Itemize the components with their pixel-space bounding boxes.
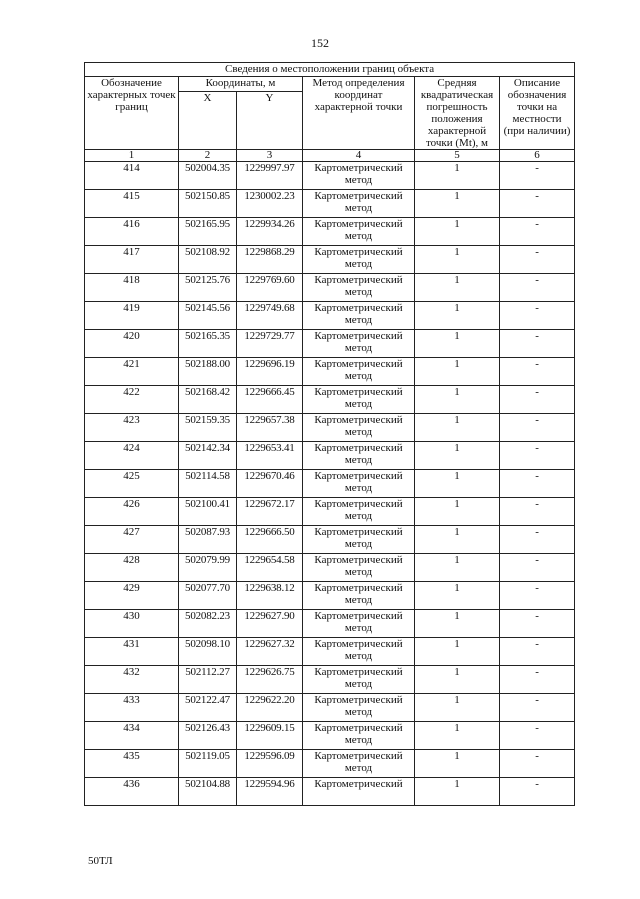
point-cell: 430 (85, 610, 179, 638)
header-x: X (179, 92, 237, 150)
y-cell: 1229609.15 (237, 722, 303, 750)
x-cell: 502104.88 (179, 778, 237, 806)
description-cell: - (500, 302, 575, 330)
y-cell: 1230002.23 (237, 190, 303, 218)
method-cell (303, 750, 415, 778)
table-row (85, 582, 575, 610)
table-row (85, 470, 575, 498)
x-cell: 502122.47 (179, 694, 237, 722)
method-cell (303, 442, 415, 470)
table-title: Сведения о местоположении границ объекта (85, 63, 575, 77)
error-cell: 1 (415, 218, 500, 246)
method-line-2: метод (344, 678, 373, 690)
error-cell: 1 (415, 722, 500, 750)
x-cell: 502142.34 (179, 442, 237, 470)
y-cell: 1229670.46 (237, 470, 303, 498)
method-line-2: метод (344, 174, 373, 186)
description-cell: - (500, 218, 575, 246)
description-cell: - (500, 666, 575, 694)
x-cell: 502079.99 (179, 554, 237, 582)
method-line-1: Картометрический (314, 666, 403, 678)
table-row (85, 498, 575, 526)
y-cell: 1229594.96 (237, 778, 303, 806)
method-cell (303, 526, 415, 554)
x-cell: 502125.76 (179, 274, 237, 302)
table-row (85, 638, 575, 666)
point-cell: 429 (85, 582, 179, 610)
header-y: Y (237, 92, 303, 150)
method-line-2: метод (344, 454, 373, 466)
x-cell: 502150.85 (179, 190, 237, 218)
method-cell (303, 582, 415, 610)
table-row (85, 722, 575, 750)
method-line-1: Картометрический (314, 218, 403, 230)
x-cell: 502082.23 (179, 610, 237, 638)
error-cell: 1 (415, 750, 500, 778)
x-cell: 502119.05 (179, 750, 237, 778)
description-cell: - (500, 778, 575, 806)
y-cell: 1229672.17 (237, 498, 303, 526)
description-cell: - (500, 442, 575, 470)
description-cell: - (500, 386, 575, 414)
header-method: Метод определения координат характерной точки (303, 77, 415, 150)
method-line-1: Картометрический (314, 246, 403, 258)
error-cell: 1 (415, 470, 500, 498)
column-number: 5 (415, 150, 500, 162)
x-cell: 502004.35 (179, 162, 237, 190)
method-cell (303, 190, 415, 218)
method-cell (303, 414, 415, 442)
point-cell: 423 (85, 414, 179, 442)
table-row (85, 358, 575, 386)
method-cell (303, 302, 415, 330)
table-row (85, 526, 575, 554)
method-line-1: Картометрический (314, 442, 403, 454)
point-cell: 428 (85, 554, 179, 582)
method-line-2: метод (344, 342, 373, 354)
point-cell: 436 (85, 778, 179, 806)
method-cell (303, 778, 415, 806)
error-cell: 1 (415, 582, 500, 610)
y-cell: 1229627.90 (237, 610, 303, 638)
y-cell: 1229657.38 (237, 414, 303, 442)
y-cell: 1229596.09 (237, 750, 303, 778)
method-line-2: метод (344, 202, 373, 214)
description-cell: - (500, 246, 575, 274)
method-line-1: Картометрический (314, 470, 403, 482)
x-cell: 502188.00 (179, 358, 237, 386)
method-cell (303, 722, 415, 750)
error-cell: 1 (415, 302, 500, 330)
method-line-2: метод (344, 762, 373, 774)
method-cell (303, 694, 415, 722)
error-cell: 1 (415, 190, 500, 218)
description-cell: - (500, 274, 575, 302)
description-cell: - (500, 694, 575, 722)
method-line-2: метод (344, 370, 373, 382)
error-cell: 1 (415, 274, 500, 302)
x-cell: 502098.10 (179, 638, 237, 666)
column-number: 1 (85, 150, 179, 162)
method-line-1: Картометрический (314, 498, 403, 510)
method-line-1: Картометрический (314, 778, 403, 790)
y-cell: 1229868.29 (237, 246, 303, 274)
error-cell: 1 (415, 358, 500, 386)
method-cell (303, 666, 415, 694)
column-number: 4 (303, 150, 415, 162)
column-number: 3 (237, 150, 303, 162)
method-line-1: Картометрический (314, 722, 403, 734)
error-cell: 1 (415, 778, 500, 806)
method-line-1: Картометрический (314, 750, 403, 762)
error-cell: 1 (415, 554, 500, 582)
method-cell (303, 638, 415, 666)
method-line-2: метод (344, 650, 373, 662)
error-cell: 1 (415, 610, 500, 638)
y-cell: 1229729.77 (237, 330, 303, 358)
y-cell: 1229934.26 (237, 218, 303, 246)
description-cell: - (500, 162, 575, 190)
method-line-2: метод (344, 258, 373, 270)
x-cell: 502108.92 (179, 246, 237, 274)
point-cell: 418 (85, 274, 179, 302)
point-cell: 424 (85, 442, 179, 470)
table-row (85, 666, 575, 694)
y-cell: 1229653.41 (237, 442, 303, 470)
method-line-1: Картометрический (314, 610, 403, 622)
x-cell: 502165.35 (179, 330, 237, 358)
point-cell: 417 (85, 246, 179, 274)
point-cell: 420 (85, 330, 179, 358)
y-cell: 1229627.32 (237, 638, 303, 666)
column-number: 2 (179, 150, 237, 162)
table-row (85, 218, 575, 246)
error-cell: 1 (415, 442, 500, 470)
point-cell: 419 (85, 302, 179, 330)
table-row (85, 554, 575, 582)
error-cell: 1 (415, 246, 500, 274)
header-point-designation: Обозначение характерных точек границ (85, 77, 179, 150)
header-coordinates: Координаты, м (179, 77, 303, 92)
method-line-1: Картометрический (314, 274, 403, 286)
error-cell: 1 (415, 386, 500, 414)
point-cell: 425 (85, 470, 179, 498)
footer-code: 50ТЛ (88, 855, 113, 867)
x-cell: 502100.41 (179, 498, 237, 526)
method-cell (303, 554, 415, 582)
description-cell: - (500, 330, 575, 358)
method-line-1: Картометрический (314, 330, 403, 342)
point-cell: 427 (85, 526, 179, 554)
description-cell: - (500, 638, 575, 666)
method-line-1: Картометрический (314, 414, 403, 426)
x-cell: 502145.56 (179, 302, 237, 330)
y-cell: 1229654.58 (237, 554, 303, 582)
method-line-1: Картометрический (314, 358, 403, 370)
y-cell: 1229696.19 (237, 358, 303, 386)
method-cell (303, 386, 415, 414)
header-error: Средняя квадратическая погрешность положения характерной точки (Mt), м (415, 77, 500, 150)
y-cell: 1229638.12 (237, 582, 303, 610)
point-cell: 434 (85, 722, 179, 750)
method-line-2: метод (344, 314, 373, 326)
description-cell: - (500, 526, 575, 554)
description-cell: - (500, 498, 575, 526)
method-line-2: метод (344, 510, 373, 522)
x-cell: 502114.58 (179, 470, 237, 498)
method-cell (303, 246, 415, 274)
method-line-1: Картометрический (314, 162, 403, 174)
description-cell: - (500, 582, 575, 610)
point-cell: 422 (85, 386, 179, 414)
description-cell: - (500, 190, 575, 218)
point-cell: 426 (85, 498, 179, 526)
table-row (85, 610, 575, 638)
method-line-1: Картометрический (314, 190, 403, 202)
method-cell (303, 358, 415, 386)
error-cell: 1 (415, 666, 500, 694)
description-cell: - (500, 750, 575, 778)
method-cell (303, 610, 415, 638)
error-cell: 1 (415, 526, 500, 554)
description-cell: - (500, 722, 575, 750)
table-row (85, 330, 575, 358)
method-line-1: Картометрический (314, 554, 403, 566)
y-cell: 1229666.50 (237, 526, 303, 554)
x-cell: 502168.42 (179, 386, 237, 414)
y-cell: 1229749.68 (237, 302, 303, 330)
boundary-table (84, 62, 575, 806)
method-line-2: метод (344, 594, 373, 606)
table-row (85, 442, 575, 470)
table-row (85, 302, 575, 330)
x-cell: 502077.70 (179, 582, 237, 610)
method-cell (303, 218, 415, 246)
x-cell: 502112.27 (179, 666, 237, 694)
method-line-2: метод (344, 426, 373, 438)
method-line-2: метод (344, 622, 373, 634)
column-number: 6 (500, 150, 575, 162)
table-body (85, 162, 575, 806)
table-row (85, 694, 575, 722)
point-cell: 435 (85, 750, 179, 778)
point-cell: 416 (85, 218, 179, 246)
table-row (85, 162, 575, 190)
table-row (85, 274, 575, 302)
point-cell: 421 (85, 358, 179, 386)
header-description: Описание обозначения точки на местности (при наличии) (500, 77, 575, 150)
y-cell: 1229626.75 (237, 666, 303, 694)
y-cell: 1229769.60 (237, 274, 303, 302)
point-cell: 432 (85, 666, 179, 694)
description-cell: - (500, 358, 575, 386)
method-line-2: метод (344, 566, 373, 578)
description-cell: - (500, 414, 575, 442)
method-line-2: метод (344, 482, 373, 494)
error-cell: 1 (415, 162, 500, 190)
description-cell: - (500, 554, 575, 582)
method-line-1: Картометрический (314, 582, 403, 594)
x-cell: 502165.95 (179, 218, 237, 246)
x-cell: 502159.35 (179, 414, 237, 442)
error-cell: 1 (415, 414, 500, 442)
method-line-2: метод (344, 538, 373, 550)
point-cell: 433 (85, 694, 179, 722)
method-line-2: метод (344, 706, 373, 718)
method-line-1: Картометрический (314, 638, 403, 650)
table-row (85, 414, 575, 442)
method-line-1: Картометрический (314, 386, 403, 398)
description-cell: - (500, 470, 575, 498)
error-cell: 1 (415, 638, 500, 666)
table-row (85, 190, 575, 218)
table-row (85, 750, 575, 778)
description-cell: - (500, 610, 575, 638)
error-cell: 1 (415, 498, 500, 526)
method-cell (303, 274, 415, 302)
method-line-2: метод (344, 230, 373, 242)
method-line-1: Картометрический (314, 694, 403, 706)
y-cell: 1229666.45 (237, 386, 303, 414)
error-cell: 1 (415, 330, 500, 358)
y-cell: 1229997.97 (237, 162, 303, 190)
method-cell (303, 162, 415, 190)
point-cell: 415 (85, 190, 179, 218)
method-line-1: Картометрический (314, 302, 403, 314)
method-cell (303, 498, 415, 526)
method-line-2: метод (344, 286, 373, 298)
point-cell: 414 (85, 162, 179, 190)
x-cell: 502126.43 (179, 722, 237, 750)
page-number: 152 (311, 36, 329, 50)
point-cell: 431 (85, 638, 179, 666)
y-cell: 1229622.20 (237, 694, 303, 722)
method-line-1: Картометрический (314, 526, 403, 538)
table-row (85, 246, 575, 274)
method-line-2: метод (344, 398, 373, 410)
table-row (85, 386, 575, 414)
error-cell: 1 (415, 694, 500, 722)
x-cell: 502087.93 (179, 526, 237, 554)
method-cell (303, 330, 415, 358)
table-row (85, 778, 575, 806)
method-cell (303, 470, 415, 498)
method-line-2: метод (344, 734, 373, 746)
